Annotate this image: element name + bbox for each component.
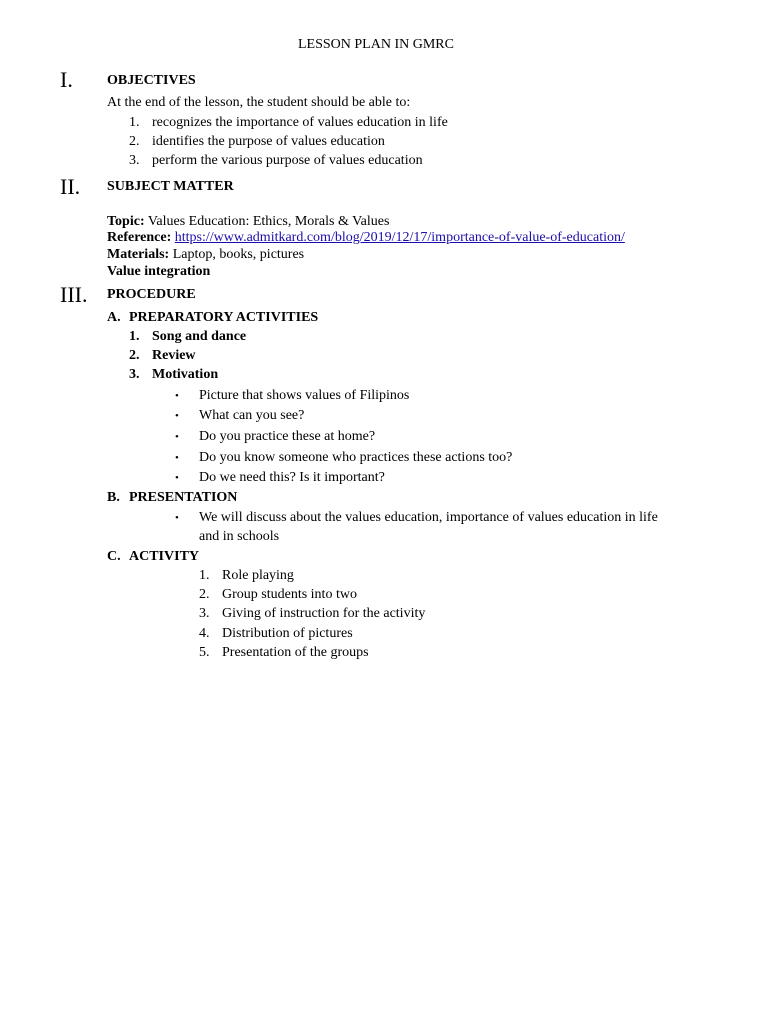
topic-line [107, 215, 389, 229]
reference-label: Reference: [107, 230, 172, 245]
activity-item: Role playing [222, 568, 294, 583]
materials-value: Laptop, books, pictures [172, 247, 305, 262]
objective-item: identifies the purpose of values education [152, 134, 385, 149]
activity-number: 1. [199, 568, 210, 583]
activity-heading: ACTIVITY [129, 549, 200, 564]
section-numeral-procedure: III. [60, 282, 88, 307]
motivation-bullet: Picture that shows values of Filipinos [199, 388, 410, 403]
preparatory-step-number: 2. [129, 348, 140, 363]
reference-link[interactable]: https://www.admitkard.com/blog/2019/12/17/importance-of-value-of-education/ [174, 230, 625, 245]
bullet-icon: • [175, 452, 179, 464]
activity-number: 5. [199, 645, 210, 660]
activity-number: 2. [199, 587, 210, 602]
topic-value: Values Education: Ethics, Morals & Values [147, 214, 390, 229]
activity-number: 3. [199, 606, 210, 621]
presentation-bullet-line: and in schools [199, 529, 280, 544]
subject-matter-heading: SUBJECT MATTER [107, 179, 234, 194]
preparatory-step: Song and dance [152, 329, 247, 344]
objective-item: recognizes the importance of values education in life [152, 115, 448, 130]
subsection-letter-b: B. [107, 490, 120, 505]
materials-label: Materials: [107, 247, 170, 262]
document-title: LESSON PLAN IN GMRC [298, 37, 454, 52]
activity-item: Distribution of pictures [222, 626, 353, 641]
activity-number: 4. [199, 626, 210, 641]
bullet-icon: • [175, 431, 179, 443]
activity-item: Giving of instruction for the activity [222, 606, 426, 621]
subsection-letter-a: A. [107, 310, 121, 325]
objective-number: 1. [129, 115, 140, 130]
objective-number: 2. [129, 134, 140, 149]
bullet-icon: • [175, 472, 179, 484]
motivation-bullet: What can you see? [199, 408, 305, 423]
section-numeral-subject-matter: II. [60, 174, 81, 199]
preparatory-step-number: 1. [129, 329, 140, 344]
activity-item: Group students into two [222, 587, 357, 602]
activity-item: Presentation of the groups [222, 645, 369, 660]
presentation-heading: PRESENTATION [129, 490, 238, 505]
preparatory-step: Review [152, 348, 196, 363]
bullet-icon: • [175, 390, 179, 402]
reference-line [107, 231, 625, 245]
motivation-bullet: Do we need this? Is it important? [199, 470, 385, 485]
preparatory-heading: PREPARATORY ACTIVITIES [129, 310, 319, 325]
presentation-bullet-line: We will discuss about the values education, importance of values education in life [199, 510, 658, 525]
objectives-intro: At the end of the lesson, the student should be able to: [107, 95, 411, 110]
motivation-bullet: Do you know someone who practices these actions too? [199, 450, 513, 465]
section-numeral-objectives: I. [60, 67, 73, 92]
preparatory-step: Motivation [152, 367, 219, 382]
motivation-bullet: Do you practice these at home? [199, 429, 376, 444]
procedure-heading: PROCEDURE [107, 287, 196, 302]
subsection-letter-c: C. [107, 549, 121, 564]
bullet-icon: • [175, 410, 179, 422]
materials-line [107, 248, 304, 262]
preparatory-step-number: 3. [129, 367, 140, 382]
topic-label: Topic: [107, 214, 145, 229]
objectives-heading: OBJECTIVES [107, 73, 196, 88]
value-integration-label: Value integration [107, 264, 211, 279]
bullet-icon: • [175, 512, 179, 524]
objective-number: 3. [129, 153, 140, 168]
objective-item: perform the various purpose of values education [152, 153, 423, 168]
